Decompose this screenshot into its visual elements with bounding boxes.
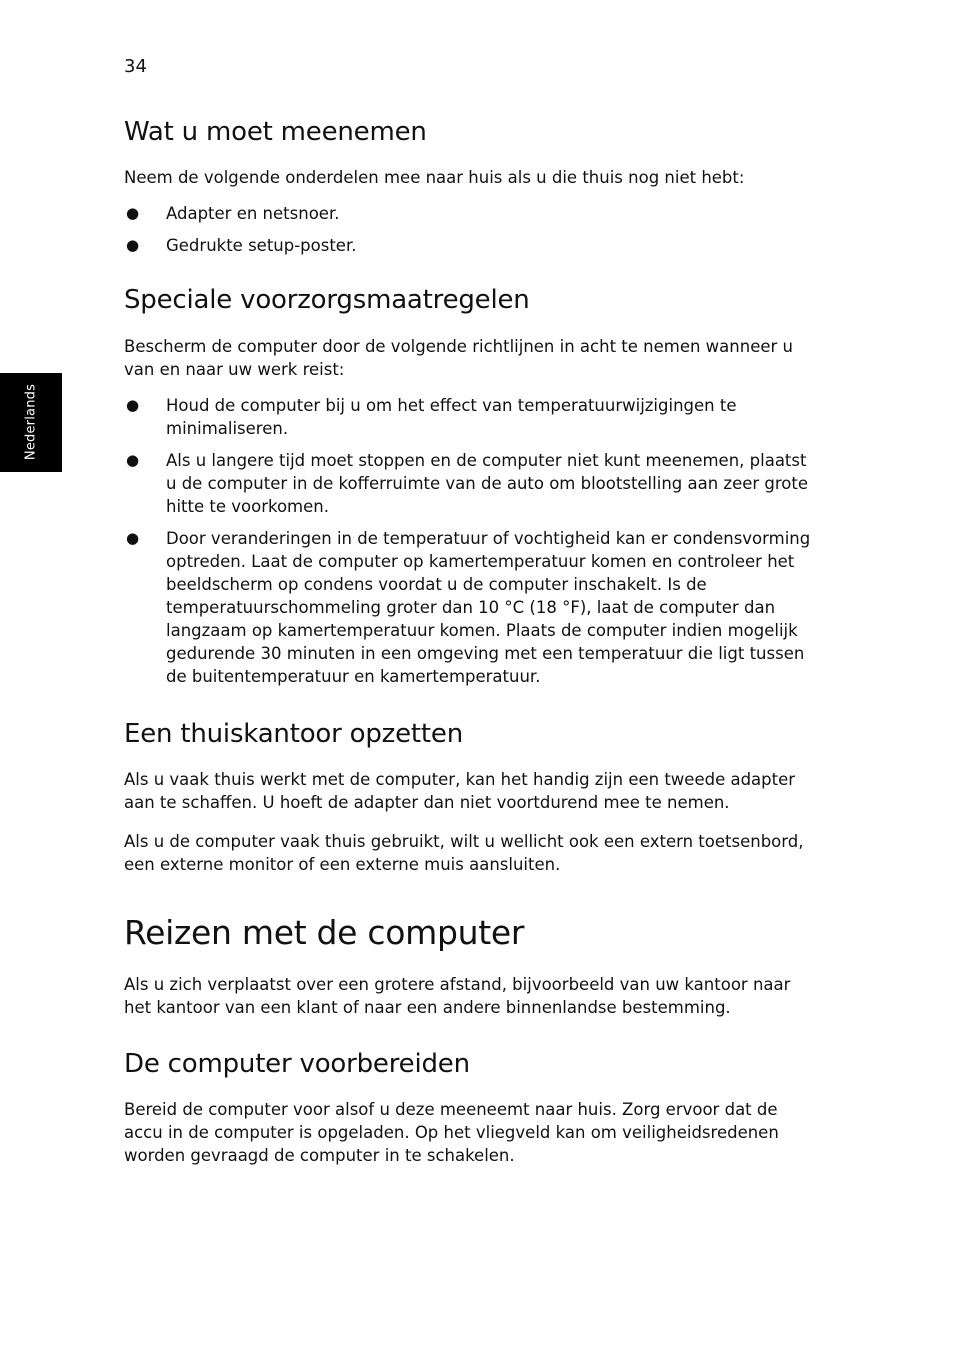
paragraph-thuiskantoor-2: Als u de computer vaak thuis gebruikt, wilt u wellicht ook een extern toetsenbord, een externe monitor of een externe muis aansluiten. (124, 832, 804, 874)
paragraph-speciale-intro: Bescherm de computer door de volgende richtlijnen in acht te nemen wanneer u van en naar uw werk reist: (124, 337, 793, 379)
bullet-icon: ● (126, 396, 140, 414)
heading-wat-u-moet-meenemen: Wat u moet meenemen (124, 117, 427, 147)
heading-de-computer-voorbereiden: De computer voorbereiden (124, 1049, 470, 1079)
bullet-icon: ● (126, 204, 140, 222)
paragraph-voorbereiden: Bereid de computer voor alsof u deze meeneemt naar huis. Zorg ervoor dat de accu in de computer is opgeladen. Op het vliegveld kan om veiligheidsredenen worden gevraagd de computer in te schakelen. (124, 1100, 779, 1165)
paragraph-wat-intro: Neem de volgende onderdelen mee naar huis als u die thuis nog niet hebt: (124, 168, 745, 187)
paragraph-thuiskantoor-1: Als u vaak thuis werkt met de computer, kan het handig zijn een tweede adapter aan te schaffen. U hoeft de adapter dan niet voortdurend mee te nemen. (124, 770, 796, 812)
page-content (124, 115, 812, 1167)
list-wat (124, 202, 812, 257)
paragraph-reizen: Als u zich verplaatst over een grotere afstand, bijvoorbeeld van uw kantoor naar het kantoor van een klant of naar een andere binnenlandse bestemming. (124, 975, 791, 1017)
bullet-icon: ● (126, 236, 140, 254)
bullet-icon: ● (126, 451, 140, 469)
list-item-text: Als u langere tijd moet stoppen en de computer niet kunt meenemen, plaatst u de computer in de kofferruimte van de auto om blootstelling aan zeer grote hitte te voorkomen. (166, 451, 809, 516)
list-item (124, 527, 812, 688)
list-item-text: Door veranderingen in de temperatuur of vochtigheid kan er condensvorming optreden. Laat de computer op kamertemperatuur komen en controleer het beeldscherm op condens voordat u de computer inschakelt. Is de temperatuurschommeling groter dan 10 °C (18 °F), laat de computer dan langzaam op kamertemperatuur komen. Plaats de computer indien mogelijk gedurende 30 minuten in een omgeving met een temperatuur die ligt tussen de buitentemperatuur en kamertemperatuur. (166, 529, 811, 686)
heading-een-thuiskantoor-opzetten: Een thuiskantoor opzetten (124, 719, 463, 749)
bullet-icon: ● (126, 529, 140, 547)
list-item (124, 202, 812, 225)
list-item (124, 449, 812, 518)
heading-speciale-voorzorgsmaatregelen: Speciale voorzorgsmaatregelen (124, 285, 530, 315)
heading-reizen-met-de-computer: Reizen met de computer (124, 913, 525, 952)
list-item-text: Houd de computer bij u om het effect van temperatuurwijzigingen te minimaliseren. (166, 396, 737, 438)
list-item-text: Gedrukte setup-poster. (166, 236, 357, 255)
language-side-tab (0, 373, 62, 472)
list-item (124, 394, 812, 440)
list-speciale (124, 394, 812, 688)
page-number: 34 (124, 56, 147, 77)
list-item-text: Adapter en netsnoer. (166, 204, 340, 223)
list-item (124, 234, 812, 257)
language-side-tab-label: Nederlands (23, 383, 39, 461)
